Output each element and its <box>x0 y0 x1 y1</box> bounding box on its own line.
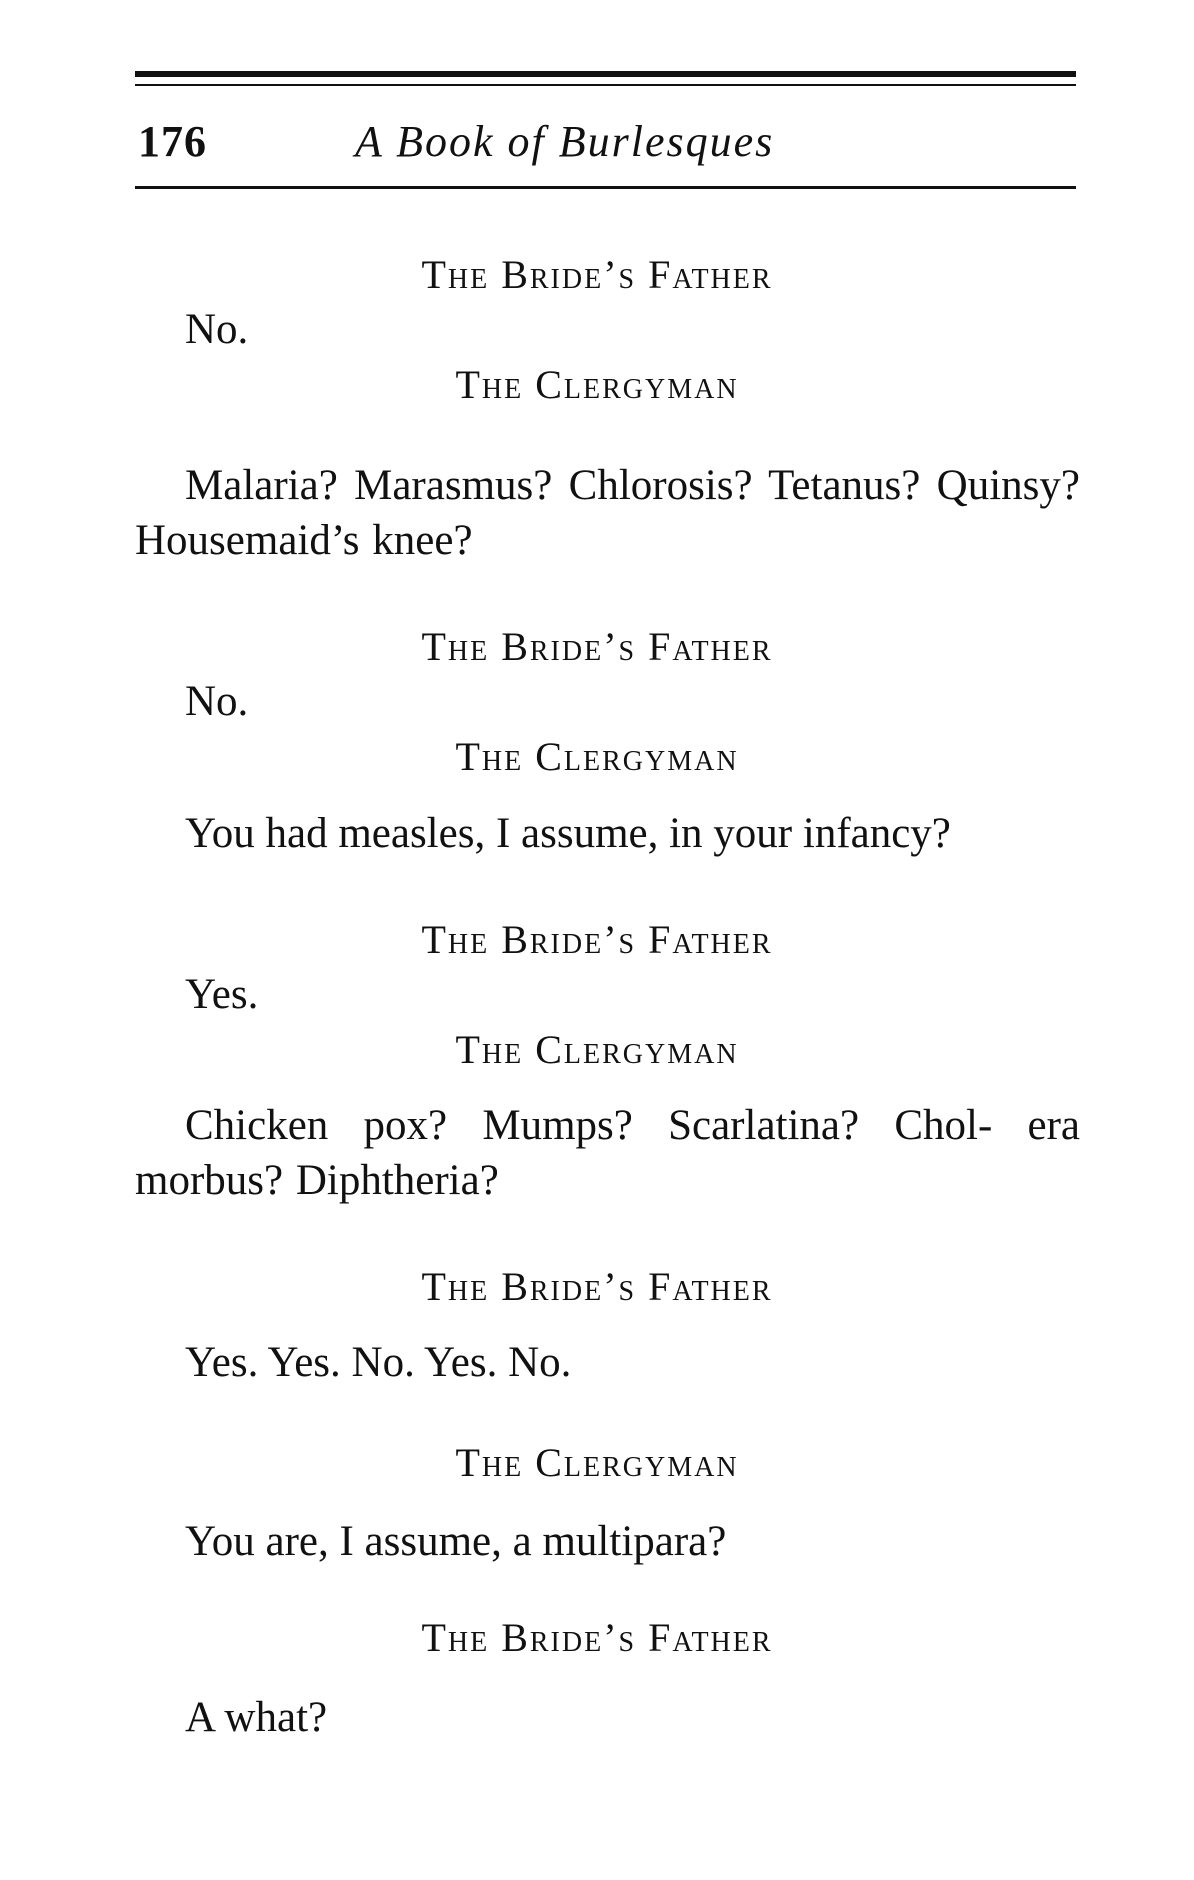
header-rule-bottom <box>135 186 1076 189</box>
speaker-heading: The Bride’s Father <box>421 1264 773 1309</box>
speaker-heading: The Clergyman <box>455 362 739 407</box>
speech-line: Yes. Yes. No. Yes. No. <box>185 1339 572 1386</box>
header-rule-top-thick <box>135 71 1076 77</box>
speech-line: You had measles, I assume, in your infancy? <box>185 810 951 857</box>
speech-line: A what? <box>185 1694 328 1741</box>
speaker-heading: The Bride’s Father <box>421 917 773 962</box>
header-rule-top-thin <box>135 84 1076 86</box>
running-title: A Book of Burlesques <box>355 117 775 166</box>
speech-line: No. <box>185 306 249 353</box>
speaker-heading: The Clergyman <box>455 734 739 779</box>
speaker-heading: The Clergyman <box>455 1440 739 1485</box>
speech-line: You are, I assume, a multipara? <box>185 1518 727 1565</box>
speech-line: Yes. <box>185 971 259 1018</box>
page-header <box>135 112 1076 172</box>
speech-line: Malaria? Marasmus? Chlorosis? Tetanus? Quinsy? Housemaid’s knee? <box>135 462 1080 564</box>
page-number: 176 <box>138 117 207 166</box>
speech-line: Chicken pox? Mumps? Scarlatina? Chol- era morbus? Diphtheria? <box>135 1102 1080 1204</box>
speaker-heading: The Bride’s Father <box>421 1615 773 1660</box>
speech-line: No. <box>185 678 249 725</box>
speaker-heading: The Bride’s Father <box>421 252 773 297</box>
speaker-heading: The Clergyman <box>455 1027 739 1072</box>
speaker-heading: The Bride’s Father <box>421 624 773 669</box>
